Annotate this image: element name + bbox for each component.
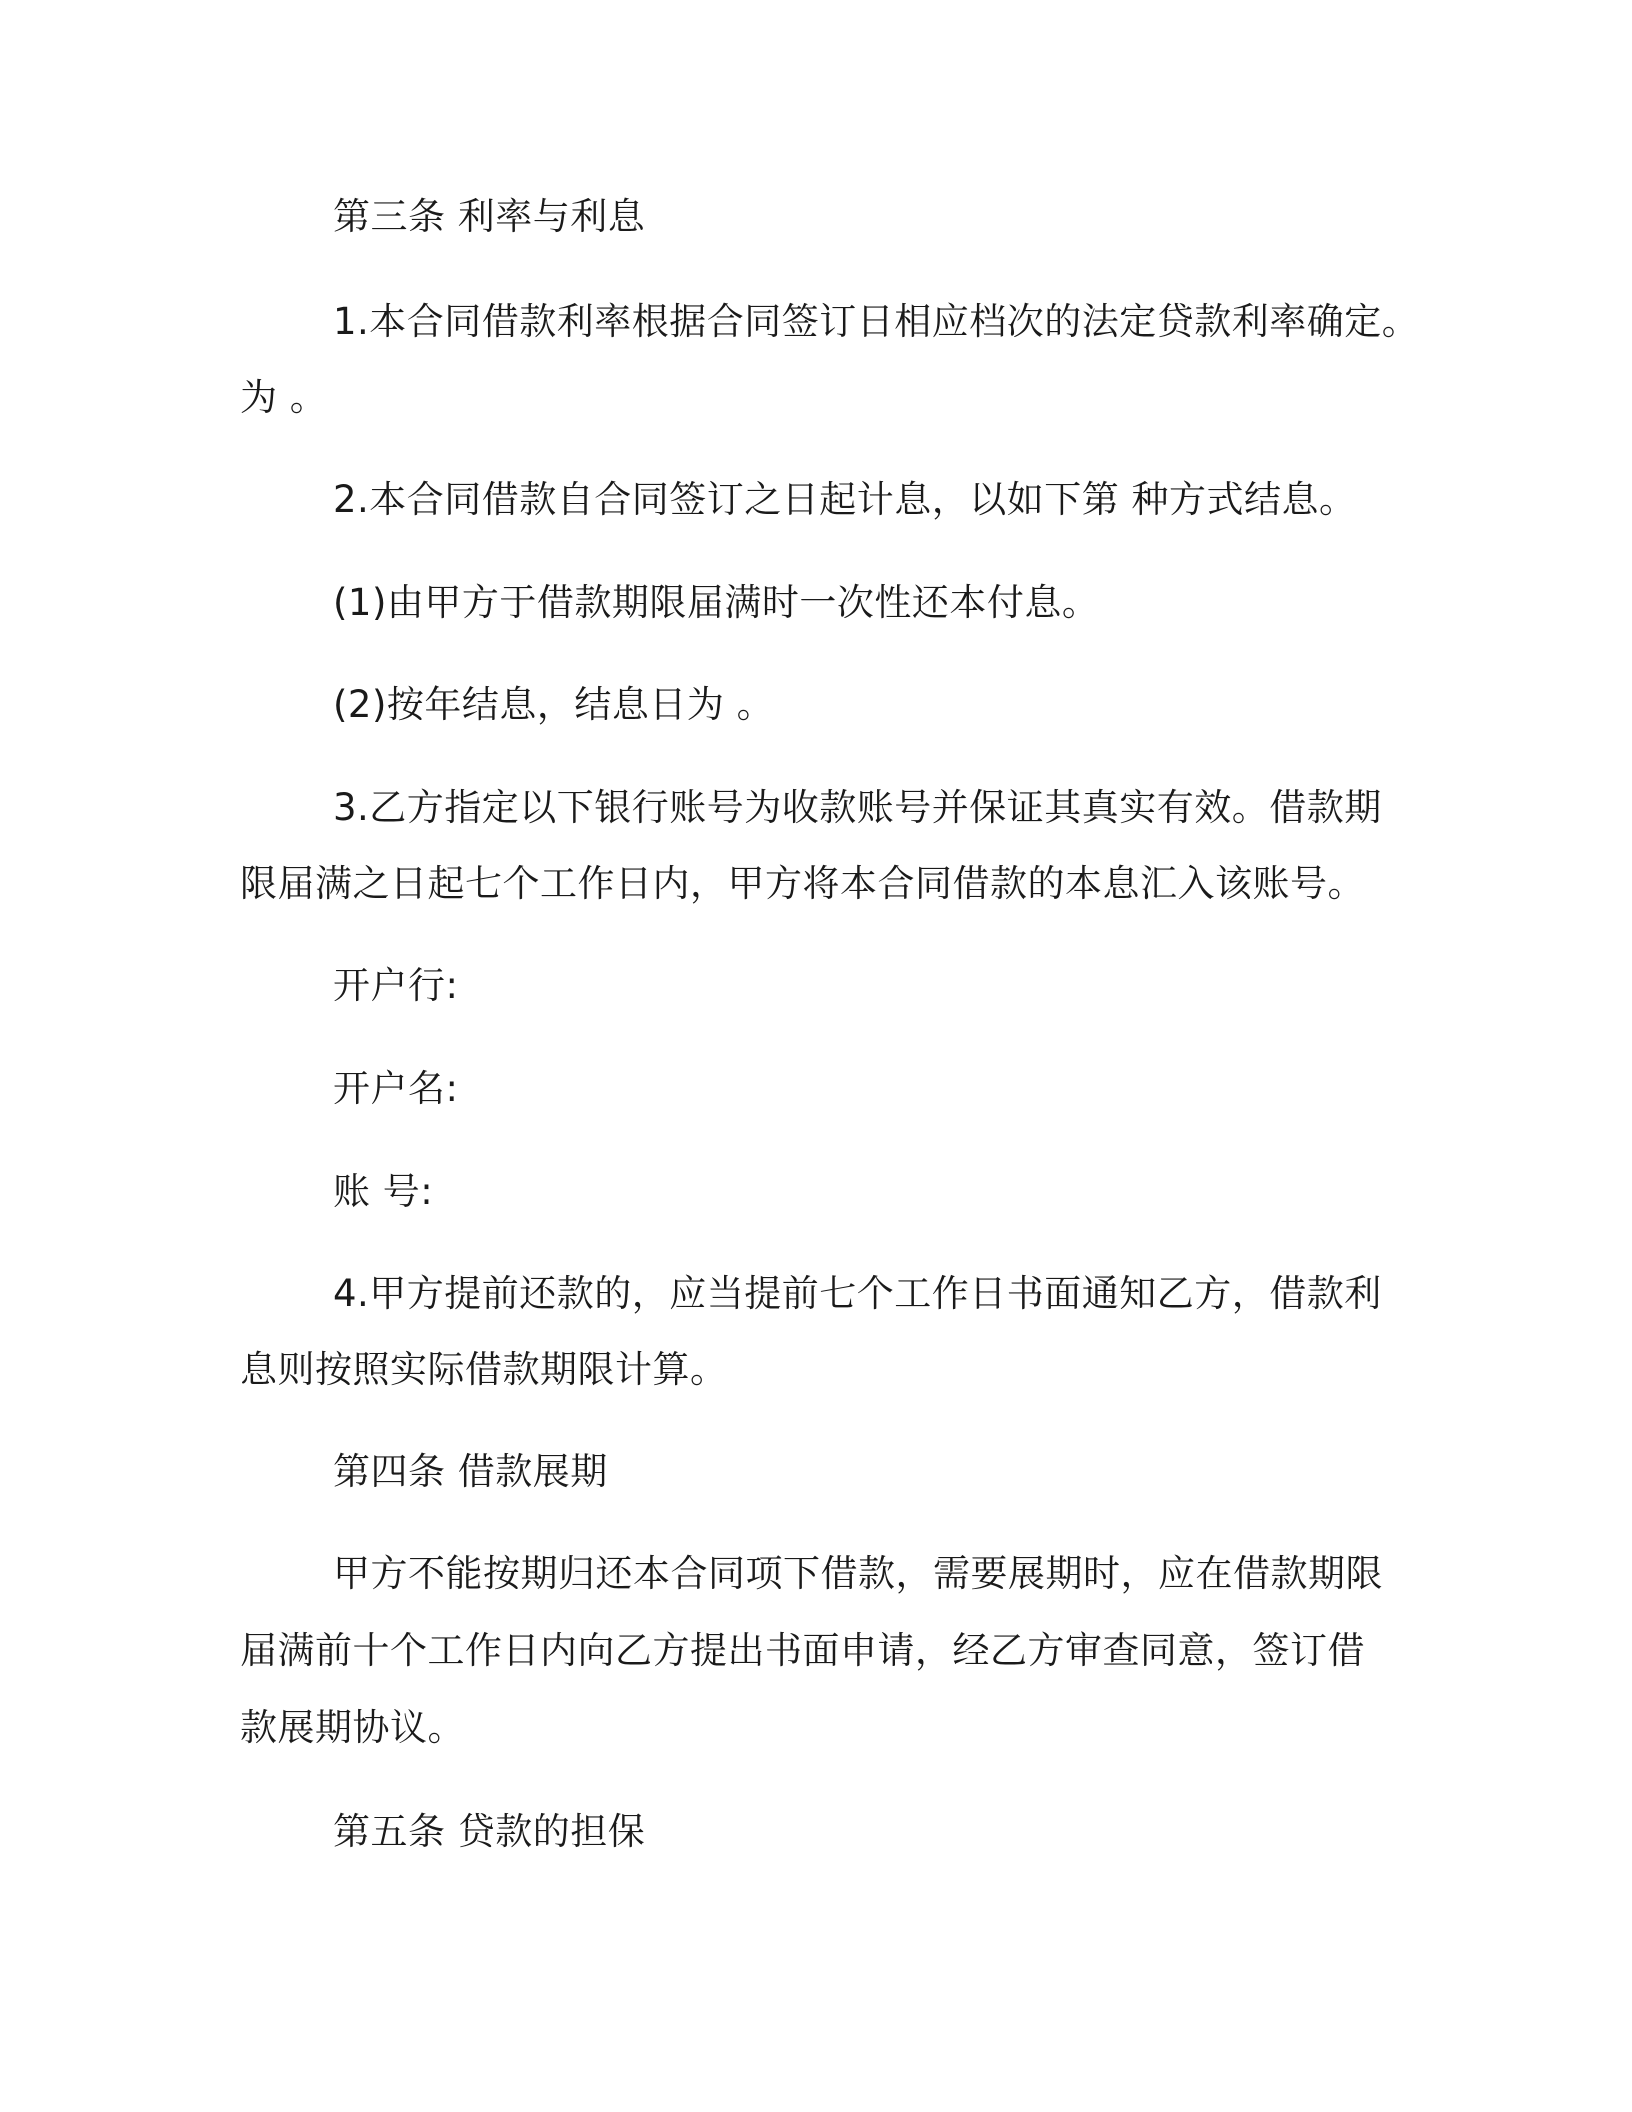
article-4-body-line-3: 款展期协议。 [240,1706,465,1749]
option-2: (2)按年结息，结息日为 。 [333,683,775,726]
clause-4-line-2: 息则按照实际借款期限计算。 [240,1348,728,1391]
option-1: (1)由甲方于借款期限届满时一次性还本付息。 [333,581,1100,624]
clause-1-line-2: 为 。 [240,376,328,419]
clause-3-line-2: 限届满之日起七个工作日内，甲方将本合同借款的本息汇入该账号。 [240,862,1365,905]
account-number-label: 账 号: [333,1170,434,1213]
article-4-body-line-1: 甲方不能按期归还本合同项下借款，需要展期时，应在借款期限 [333,1552,1383,1595]
article-4-body-line-2: 届满前十个工作日内向乙方提出书面申请，经乙方审查同意，签订借 [240,1629,1365,1672]
account-name-label: 开户名: [333,1067,459,1110]
clause-4-line-1: 4.甲方提前还款的，应当提前七个工作日书面通知乙方，借款利 [333,1272,1382,1315]
clause-1-line-1: 1.本合同借款利率根据合同签订日相应档次的法定贷款利率确定。 [333,300,1420,343]
bank-label: 开户行: [333,964,459,1007]
article-5-heading: 第五条 贷款的担保 [333,1810,646,1853]
article-4-heading: 第四条 借款展期 [333,1450,608,1493]
clause-2: 2.本合同借款自合同签订之日起计息，以如下第 种方式结息。 [333,478,1357,521]
clause-3-line-1: 3.乙方指定以下银行账号为收款账号并保证其真实有效。借款期 [333,786,1382,829]
article-3-heading: 第三条 利率与利息 [333,195,646,238]
